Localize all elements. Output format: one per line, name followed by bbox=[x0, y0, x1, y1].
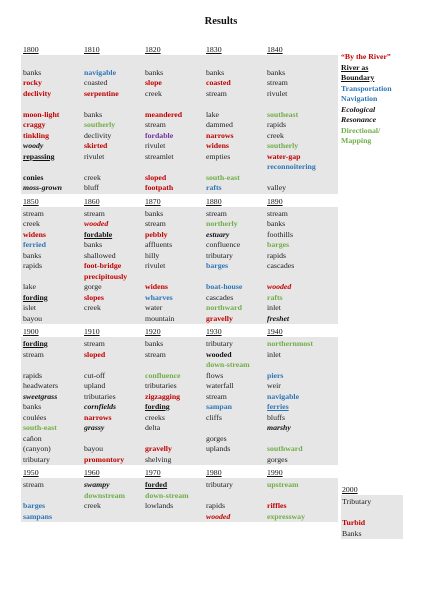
word-entry bbox=[206, 99, 265, 110]
word-entry: footpath bbox=[145, 183, 174, 192]
word-entry: stream bbox=[23, 349, 44, 359]
word-entry: moon-light bbox=[23, 109, 60, 119]
word-entry bbox=[267, 360, 326, 371]
word-entry: wooded bbox=[267, 282, 292, 291]
word-entry: (canyon) bbox=[23, 444, 51, 453]
year-header: 2000 bbox=[341, 484, 403, 495]
word-entry: foothills bbox=[267, 229, 293, 239]
word-entry: wharves bbox=[145, 292, 173, 302]
word-entry bbox=[206, 491, 265, 502]
word-entry: gorges bbox=[267, 454, 288, 464]
word-entry: tinkling bbox=[23, 130, 50, 140]
year-header: 1880 bbox=[206, 196, 222, 206]
word-entry: creek bbox=[84, 501, 101, 510]
word-entry: bluff bbox=[84, 183, 100, 192]
word-entry: coasted bbox=[84, 78, 108, 87]
word-entry: craggy bbox=[23, 120, 46, 129]
word-entry: south-east bbox=[206, 172, 240, 182]
word-entry: tributary bbox=[206, 250, 233, 260]
word-entry: stream bbox=[267, 78, 288, 87]
word-entry: banks bbox=[84, 109, 103, 119]
word-entry: sloped bbox=[145, 172, 167, 182]
year-header: 1900 bbox=[23, 327, 39, 336]
word-entry: bayou bbox=[23, 313, 43, 323]
word-entry bbox=[267, 272, 326, 283]
word-entry: rapids bbox=[23, 261, 43, 270]
year-column bbox=[204, 478, 265, 522]
word-entry: swampy bbox=[84, 480, 110, 489]
word-entry: tributaries bbox=[84, 391, 116, 401]
word-entry: creek bbox=[84, 172, 101, 182]
year-header: 1830 bbox=[206, 45, 222, 54]
word-entry: fording bbox=[23, 292, 48, 302]
word-entry: precipitously bbox=[84, 271, 128, 281]
word-entry: water bbox=[145, 303, 163, 312]
word-entry: zigzagging bbox=[145, 391, 181, 401]
word-entry: banks bbox=[145, 67, 164, 77]
word-entry: rapids bbox=[267, 250, 287, 260]
word-entry: banks bbox=[145, 208, 164, 218]
word-entry: banks bbox=[23, 250, 42, 260]
word-entry: stream bbox=[267, 208, 288, 218]
word-entry: fording bbox=[145, 402, 170, 411]
word-entry bbox=[342, 508, 403, 519]
year-column bbox=[82, 337, 143, 465]
word-entry: confluence bbox=[145, 370, 181, 380]
year-column bbox=[204, 55, 265, 194]
word-entry: ferries bbox=[267, 402, 289, 411]
word-entry: coasted bbox=[206, 78, 231, 87]
word-entry: shallowed bbox=[84, 250, 116, 260]
word-entry bbox=[84, 162, 143, 173]
word-entry: inlet bbox=[267, 303, 281, 312]
word-entry: stream bbox=[145, 120, 166, 129]
word-entry bbox=[206, 57, 265, 68]
word-entry: creek bbox=[84, 303, 101, 312]
word-entry: gorge bbox=[84, 282, 102, 291]
word-entry: southeast bbox=[267, 109, 299, 119]
year-header: 1860 bbox=[84, 196, 100, 206]
word-entry: wooded bbox=[84, 219, 109, 228]
word-entry bbox=[23, 360, 82, 371]
word-entry: boat-house bbox=[206, 282, 243, 291]
year-header: 1930 bbox=[206, 327, 222, 336]
word-entry: widens bbox=[145, 282, 168, 291]
word-entry bbox=[145, 434, 204, 445]
year-column bbox=[204, 207, 265, 325]
word-entry: freshet bbox=[267, 313, 290, 323]
word-entry: estuary bbox=[206, 229, 230, 239]
word-entry: cañon bbox=[23, 433, 42, 443]
year-column bbox=[265, 207, 326, 325]
word-entry bbox=[206, 162, 265, 173]
word-entry: south-east bbox=[23, 423, 57, 432]
word-entry: dammed bbox=[206, 120, 233, 129]
word-entry: bluffs bbox=[267, 412, 286, 422]
word-entry: rivulet bbox=[145, 261, 166, 270]
word-entry: Tributary bbox=[342, 497, 372, 506]
word-entry: rivulet bbox=[267, 88, 288, 98]
year-column bbox=[143, 478, 204, 522]
word-entry: rivulet bbox=[145, 141, 166, 150]
word-entry bbox=[267, 57, 326, 68]
word-entry: northward bbox=[206, 303, 242, 312]
word-entry: stream bbox=[23, 480, 44, 489]
year-header-row bbox=[21, 326, 338, 337]
word-entry: promontory bbox=[84, 454, 125, 464]
word-entry: reconnoitering bbox=[267, 162, 316, 171]
word-entry: shelving bbox=[145, 454, 172, 464]
legend-entry: Ecological bbox=[341, 104, 376, 114]
word-entry: rocky bbox=[23, 78, 42, 87]
word-entry: waterfall bbox=[206, 381, 234, 390]
legend-entry: Resonance bbox=[341, 115, 377, 124]
word-entry: islet bbox=[23, 303, 36, 312]
word-entry: fording bbox=[23, 339, 48, 348]
word-entry: southerly bbox=[267, 141, 299, 150]
word-entry: tributary bbox=[206, 339, 233, 348]
year-header: 1910 bbox=[84, 327, 100, 336]
word-entry: narrows bbox=[206, 130, 234, 140]
word-entry: banks bbox=[23, 402, 42, 411]
year-column bbox=[82, 478, 143, 522]
word-entry: creek bbox=[23, 219, 40, 228]
word-entry: sampan bbox=[206, 402, 232, 411]
year-column bbox=[21, 55, 82, 194]
word-entry: fordable bbox=[145, 130, 174, 140]
word-entry: repassing bbox=[23, 151, 55, 161]
word-entry: wooded bbox=[206, 511, 231, 521]
word-entry: rapids bbox=[206, 501, 226, 510]
word-entry: down-stream bbox=[145, 490, 189, 500]
word-entry: barges bbox=[267, 240, 290, 249]
results-table bbox=[21, 44, 338, 524]
year-header: 1870 bbox=[145, 196, 161, 206]
word-entry: moss-grown bbox=[23, 183, 62, 192]
word-entry: piers bbox=[267, 370, 284, 380]
word-entry: banks bbox=[267, 67, 286, 77]
word-entry: cornfields bbox=[84, 402, 117, 411]
year-header: 1960 bbox=[84, 468, 100, 477]
word-entry: banks bbox=[84, 240, 103, 249]
word-entry: coulées bbox=[23, 412, 47, 422]
word-entry: cascades bbox=[267, 261, 295, 270]
word-entry: tributary bbox=[23, 454, 50, 464]
word-entry: sloped bbox=[84, 349, 106, 359]
year-header: 1820 bbox=[145, 45, 161, 54]
word-entry: banks bbox=[267, 219, 286, 228]
word-entry bbox=[267, 491, 326, 502]
year-column bbox=[265, 337, 326, 465]
word-entry: woody bbox=[23, 141, 44, 150]
word-entry: widens bbox=[23, 229, 46, 239]
year-header: 1810 bbox=[84, 45, 100, 54]
word-entry: inlet bbox=[267, 349, 281, 359]
word-entry bbox=[84, 434, 143, 445]
word-entry: flows bbox=[206, 370, 224, 380]
year-header: 1950 bbox=[23, 468, 39, 477]
word-entry: declivity bbox=[84, 130, 112, 140]
word-entry: expressway bbox=[267, 511, 305, 521]
word-entry: valley bbox=[267, 183, 287, 192]
word-entry: gravelly bbox=[145, 444, 172, 453]
word-entry: bayou bbox=[84, 444, 104, 453]
word-entry: grassy bbox=[84, 423, 105, 432]
word-entry: lowlands bbox=[145, 501, 174, 510]
word-entry bbox=[145, 272, 204, 283]
word-entry: slope bbox=[145, 78, 162, 87]
word-entry bbox=[84, 360, 143, 371]
word-entry: empties bbox=[206, 151, 231, 161]
word-entry: serpentine bbox=[84, 88, 119, 98]
word-entry bbox=[145, 57, 204, 68]
year-column bbox=[143, 337, 204, 465]
word-entry bbox=[84, 57, 143, 68]
word-entry bbox=[267, 434, 326, 445]
word-entry: affluents bbox=[145, 240, 173, 249]
word-entry: rafts bbox=[206, 183, 222, 192]
word-entry bbox=[145, 360, 204, 371]
legend-entry: “By the River” bbox=[341, 52, 391, 61]
word-entry: navigable bbox=[267, 391, 300, 401]
word-entry: meandered bbox=[145, 109, 183, 119]
word-entry: headwaters bbox=[23, 381, 59, 390]
word-entry: upstream bbox=[267, 480, 299, 489]
word-entry: banks bbox=[145, 339, 164, 348]
word-entry bbox=[84, 99, 143, 110]
decade-block bbox=[21, 196, 338, 325]
year-column bbox=[21, 337, 82, 465]
word-entry: Banks bbox=[342, 528, 362, 538]
year-column bbox=[143, 55, 204, 194]
year-column bbox=[21, 207, 82, 325]
word-entry: lake bbox=[206, 109, 219, 119]
word-entry: cut-off bbox=[84, 370, 106, 380]
word-entry: stream bbox=[145, 219, 166, 228]
word-entry: banks bbox=[206, 67, 225, 77]
word-entry: barges bbox=[23, 501, 46, 510]
word-entry: conies bbox=[23, 172, 44, 182]
year-column bbox=[265, 478, 326, 522]
word-entry: rafts bbox=[267, 292, 283, 302]
word-entry: lake bbox=[23, 282, 36, 291]
word-entry: down-stream bbox=[206, 360, 250, 369]
word-entry: streamlet bbox=[145, 151, 174, 161]
word-entry bbox=[267, 99, 326, 110]
word-entry: sweetgrass bbox=[23, 391, 58, 401]
word-entry: uplands bbox=[206, 444, 231, 453]
word-entry: banks bbox=[23, 67, 42, 77]
year-column bbox=[265, 55, 326, 194]
word-entry: creek bbox=[267, 130, 284, 140]
word-entry: northernmost bbox=[267, 339, 313, 348]
word-entry: pebbly bbox=[145, 229, 168, 239]
word-entry: southward bbox=[267, 444, 303, 453]
word-entry: sampans bbox=[23, 511, 53, 521]
legend-entry: River as Boundary bbox=[341, 62, 375, 82]
year-header: 1840 bbox=[267, 45, 283, 54]
word-entry: skirted bbox=[84, 141, 108, 150]
word-entry: northerly bbox=[206, 219, 238, 228]
word-entry: delta bbox=[145, 423, 161, 432]
year-header-row bbox=[21, 44, 338, 55]
decade-2000 bbox=[341, 484, 403, 539]
word-entry: mountain bbox=[145, 313, 175, 323]
decade-block bbox=[21, 44, 338, 194]
word-entry: downstream bbox=[84, 490, 126, 500]
word-entry: tributary bbox=[206, 480, 233, 489]
word-entry bbox=[145, 99, 204, 110]
word-entry: stream bbox=[84, 339, 105, 348]
year-header: 1920 bbox=[145, 327, 161, 336]
word-entry bbox=[23, 491, 82, 502]
word-entry: rapids bbox=[23, 370, 43, 380]
year-header: 1990 bbox=[267, 468, 283, 477]
word-entry bbox=[23, 99, 82, 110]
word-entry: barges bbox=[206, 261, 229, 270]
word-entry: marshy bbox=[267, 423, 291, 432]
word-entry: tributaries bbox=[145, 381, 177, 390]
word-entry: stream bbox=[145, 349, 166, 359]
word-entry: ferried bbox=[23, 240, 46, 249]
legend-entry: Directional/ Mapping bbox=[341, 125, 381, 145]
word-entry: hilly bbox=[145, 250, 160, 260]
word-entry: forded bbox=[145, 480, 168, 489]
word-entry: stream bbox=[23, 208, 44, 218]
word-entry: confluence bbox=[206, 240, 241, 249]
word-entry bbox=[23, 57, 82, 68]
word-entry: fordable bbox=[84, 229, 113, 239]
word-entry: wooded bbox=[206, 349, 232, 359]
word-entry: upland bbox=[84, 381, 106, 390]
word-entry: stream bbox=[206, 391, 227, 401]
word-entry: cascades bbox=[206, 292, 234, 302]
word-entry: stream bbox=[206, 208, 227, 218]
word-entry: gorges bbox=[206, 433, 227, 443]
word-entry bbox=[145, 162, 204, 173]
year-column bbox=[82, 55, 143, 194]
word-entry: southerly bbox=[84, 120, 116, 129]
word-entry: widens bbox=[206, 141, 229, 150]
year-column bbox=[143, 207, 204, 325]
word-entry: water-gap bbox=[267, 151, 301, 161]
year-header: 1980 bbox=[206, 468, 222, 477]
word-entry bbox=[206, 272, 265, 283]
word-entry: navigable bbox=[84, 67, 117, 77]
year-header: 1850 bbox=[23, 196, 39, 206]
year-header: 1940 bbox=[267, 327, 283, 336]
year-header-row bbox=[21, 196, 338, 207]
year-header: 1890 bbox=[267, 196, 283, 206]
year-column bbox=[204, 337, 265, 465]
word-entry: creeks bbox=[145, 412, 165, 422]
word-entry: weir bbox=[267, 381, 281, 390]
word-entry: riffles bbox=[267, 501, 287, 510]
decade-block bbox=[21, 467, 338, 522]
year-header: 1800 bbox=[23, 45, 39, 54]
year-column bbox=[21, 478, 82, 522]
word-entry: rapids bbox=[267, 120, 287, 129]
legend-entry: Transportation Navigation bbox=[341, 83, 392, 103]
word-entry: stream bbox=[84, 208, 105, 218]
year-header: 1970 bbox=[145, 468, 161, 477]
decade-block bbox=[21, 326, 338, 465]
word-entry: slopes bbox=[84, 292, 104, 302]
word-entry: stream bbox=[206, 88, 227, 98]
word-entry: cliffs bbox=[206, 412, 222, 422]
word-entry: Turbid bbox=[342, 518, 366, 527]
word-entry: narrows bbox=[84, 412, 112, 422]
word-entry: foot-bridge bbox=[84, 261, 122, 270]
word-entry: gravelly bbox=[206, 313, 233, 323]
word-entry bbox=[206, 423, 265, 434]
word-entry: creek bbox=[145, 88, 162, 98]
year-column bbox=[82, 207, 143, 325]
year-header-row bbox=[21, 467, 338, 478]
word-entry bbox=[267, 173, 326, 184]
page-title: Results bbox=[204, 16, 238, 27]
word-entry bbox=[23, 272, 82, 283]
word-entry: rivulet bbox=[84, 151, 105, 161]
word-entry bbox=[23, 162, 82, 173]
color-legend bbox=[341, 52, 398, 147]
word-entry: declivity bbox=[23, 88, 52, 98]
